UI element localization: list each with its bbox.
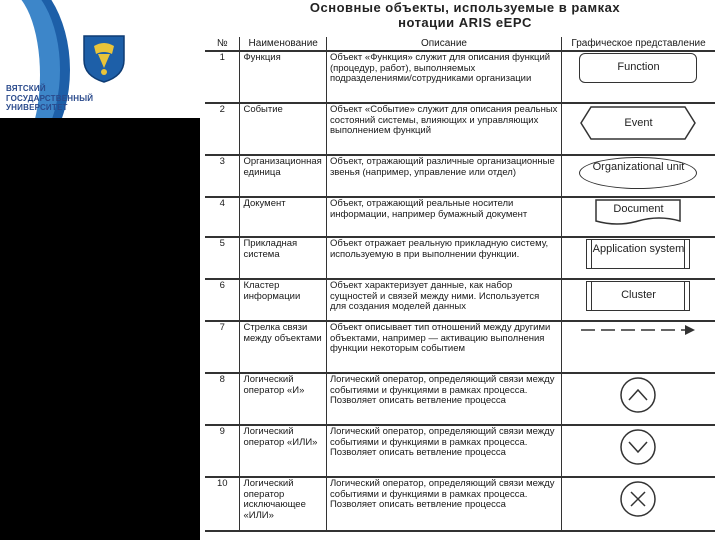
row-name: Кластер информации (240, 279, 326, 321)
title-line: нотации ARIS eEPC (398, 15, 532, 30)
university-logo-panel (0, 0, 200, 118)
or-operator-icon (616, 427, 660, 467)
application-system-shape: Application system (586, 239, 690, 269)
row-name: Организационная единица (240, 155, 326, 197)
row-graphic (561, 51, 715, 103)
document-shape (595, 199, 681, 227)
row-graphic (561, 279, 715, 321)
row-number: 3 (205, 155, 240, 197)
university-name-line: УНИВЕРСИТЕТ (6, 103, 68, 112)
row-graphic (561, 477, 715, 531)
table-row (205, 197, 715, 237)
row-description: Объект характеризует данные, как набор сущностей и связей между ними. Используется для создания моделей данных (326, 279, 561, 321)
row-description: Объект «Функция» служит для описания функций (процедур, работ), выполняемых подразделениями/сотрудниками организации (326, 51, 561, 103)
row-number: 9 (205, 425, 240, 477)
row-description: Объект «Событие» служит для описания реальных состояний системы, влияющих и управляющих выполнением функций (326, 103, 561, 155)
cluster-shape: Cluster (586, 281, 690, 311)
university-name-line: ГОСУДАРСТВЕННЫЙ (6, 93, 94, 103)
xor-operator-icon (616, 479, 660, 519)
row-name: Логический оператор «ИЛИ» (240, 425, 326, 477)
row-name: Логический оператор «И» (240, 373, 326, 425)
row-name: Стрелка связи между объектами (240, 321, 326, 373)
row-description: Объект, отражающий различные организационные звенья (например, управление или отдел) (326, 155, 561, 197)
row-description: Логический оператор, определяющий связи между событиями и функциями в рамках процесса. Позволяет описать ветвление процесса (326, 425, 561, 477)
row-graphic (561, 103, 715, 155)
row-number: 1 (205, 51, 240, 103)
row-graphic (561, 321, 715, 373)
row-graphic (561, 197, 715, 237)
university-name (6, 84, 156, 113)
row-number: 2 (205, 103, 240, 155)
table-row (205, 51, 715, 103)
row-graphic (561, 425, 715, 477)
row-graphic (561, 237, 715, 279)
university-name-line: ВЯТСКИЙ (6, 84, 46, 93)
org-unit-shape: Organizational unit (579, 157, 697, 189)
row-name: Событие (240, 103, 326, 155)
document-label: Document (613, 203, 664, 215)
university-emblem-icon (80, 32, 128, 84)
row-number: 7 (205, 321, 240, 373)
title-line: Основные объекты, используемые в рамках (309, 0, 621, 15)
row-description: Логический оператор, определяющий связи между событиями и функциями в рамках процесса. Позволяет описать ветвление процесса (326, 477, 561, 531)
function-shape: Function (579, 53, 697, 83)
table-row (205, 477, 715, 531)
header-graphic: Графическое представление (561, 37, 715, 51)
row-description: Объект отражает реальную прикладную систему, используемую в при выполнении функции. (326, 237, 561, 279)
row-graphic (561, 373, 715, 425)
event-shape (579, 105, 697, 141)
table-header-row (205, 37, 715, 51)
row-name: Функция (240, 51, 326, 103)
table-row (205, 155, 715, 197)
row-name: Прикладная система (240, 237, 326, 279)
epc-objects-table (205, 37, 715, 532)
page-title (210, 0, 720, 30)
header-number: № (205, 37, 240, 51)
row-number: 5 (205, 237, 240, 279)
and-operator-icon (616, 375, 660, 415)
table-row (205, 279, 715, 321)
header-description: Описание (326, 37, 561, 51)
row-number: 10 (205, 477, 240, 531)
row-graphic (561, 155, 715, 197)
header-name: Наименование (240, 37, 326, 51)
row-description: Логический оператор, определяющий связи между событиями и функциями в рамках процесса. Позволяет описать ветвление процесса (326, 373, 561, 425)
table-row (205, 373, 715, 425)
row-name: Логический оператор исключающее «ИЛИ» (240, 477, 326, 531)
row-description: Объект описывает тип отношений между другими объектами, например — активацию выполнения функции некоторым событием (326, 321, 561, 373)
row-name: Документ (240, 197, 326, 237)
event-label: Event (624, 117, 653, 129)
row-description: Объект, отражающий реальные носители информации, например бумажный документ (326, 197, 561, 237)
row-number: 6 (205, 279, 240, 321)
row-number: 4 (205, 197, 240, 237)
table-row (205, 425, 715, 477)
dashed-arrow-icon (579, 323, 697, 337)
row-number: 8 (205, 373, 240, 425)
table-row (205, 321, 715, 373)
sidebar (0, 0, 200, 540)
table-row (205, 103, 715, 155)
table-row (205, 237, 715, 279)
